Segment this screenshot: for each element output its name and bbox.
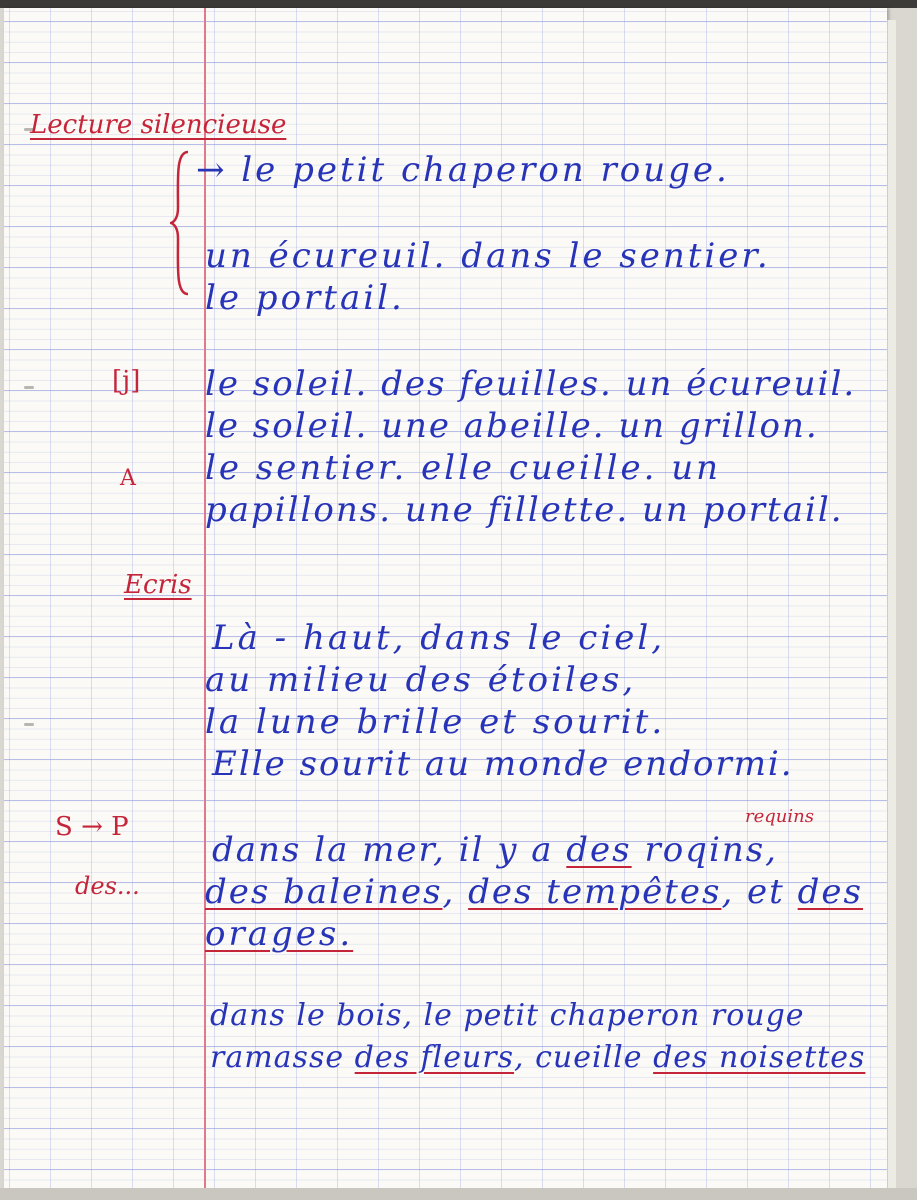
j-line-4: papillons. une fillette. un portail. <box>205 490 844 530</box>
correction-requins: requins <box>745 806 814 827</box>
heading-ecris: Ecris <box>124 570 192 600</box>
brace-icon <box>170 148 190 298</box>
plural-line-2-sep1: , <box>442 872 469 912</box>
letter-a-label: A <box>120 466 136 491</box>
plural-line-5-fleurs: des fleurs <box>354 1040 515 1075</box>
plural-line-2 <box>205 872 863 912</box>
plural-line-2-baleines: des baleines <box>205 872 443 912</box>
plural-line-1-noun: roqins, <box>644 830 778 870</box>
lecture-line-2: un écureuil. dans le sentier. <box>205 236 771 276</box>
plural-line-2-sep2: , et <box>721 872 798 912</box>
j-line-3: le sentier. elle cueille. un <box>205 448 722 488</box>
plural-line-1-article: des <box>566 830 632 870</box>
plural-line-4: dans le bois, le petit chaperon rouge <box>210 998 805 1033</box>
plural-line-2-tempetes: des tempêtes <box>468 872 722 912</box>
plural-line-5-start: ramasse <box>210 1040 355 1075</box>
ecris-line-4: Elle sourit au monde endormi. <box>212 744 794 784</box>
ecris-line-1: Là - haut, dans le ciel, <box>212 618 666 658</box>
des-hint-label: des... <box>75 872 140 900</box>
singular-to-plural-label: S → P <box>55 812 129 842</box>
plural-line-5-noisettes: des noisettes <box>653 1040 866 1075</box>
lecture-line-1: → le petit chaperon rouge. <box>196 150 730 190</box>
margin-mark <box>24 386 34 389</box>
plural-line-3: orages. <box>205 914 354 954</box>
plural-line-1-start: dans la mer, il y a <box>212 830 554 870</box>
margin-mark <box>24 723 34 726</box>
j-line-2: le soleil. une abeille. un grillon. <box>205 406 819 446</box>
heading-lecture-silencieuse: Lecture silencieuse <box>30 110 287 140</box>
plural-line-2-des: des <box>797 872 863 912</box>
scan-top-edge <box>0 0 917 8</box>
plural-line-5 <box>210 1040 865 1075</box>
page-edge <box>887 20 896 1190</box>
ecris-line-3: la lune brille et sourit. <box>205 702 666 742</box>
ecris-line-2: au milieu des étoiles, <box>205 660 637 700</box>
scan-bottom-edge <box>0 1188 917 1200</box>
j-line-1: le soleil. des feuilles. un écureuil. <box>205 364 857 404</box>
phoneme-j-label: [j] <box>112 366 141 396</box>
plural-line-5-mid: , cueille <box>514 1040 654 1075</box>
lecture-line-3: le portail. <box>205 278 405 318</box>
plural-line-1 <box>212 830 778 870</box>
